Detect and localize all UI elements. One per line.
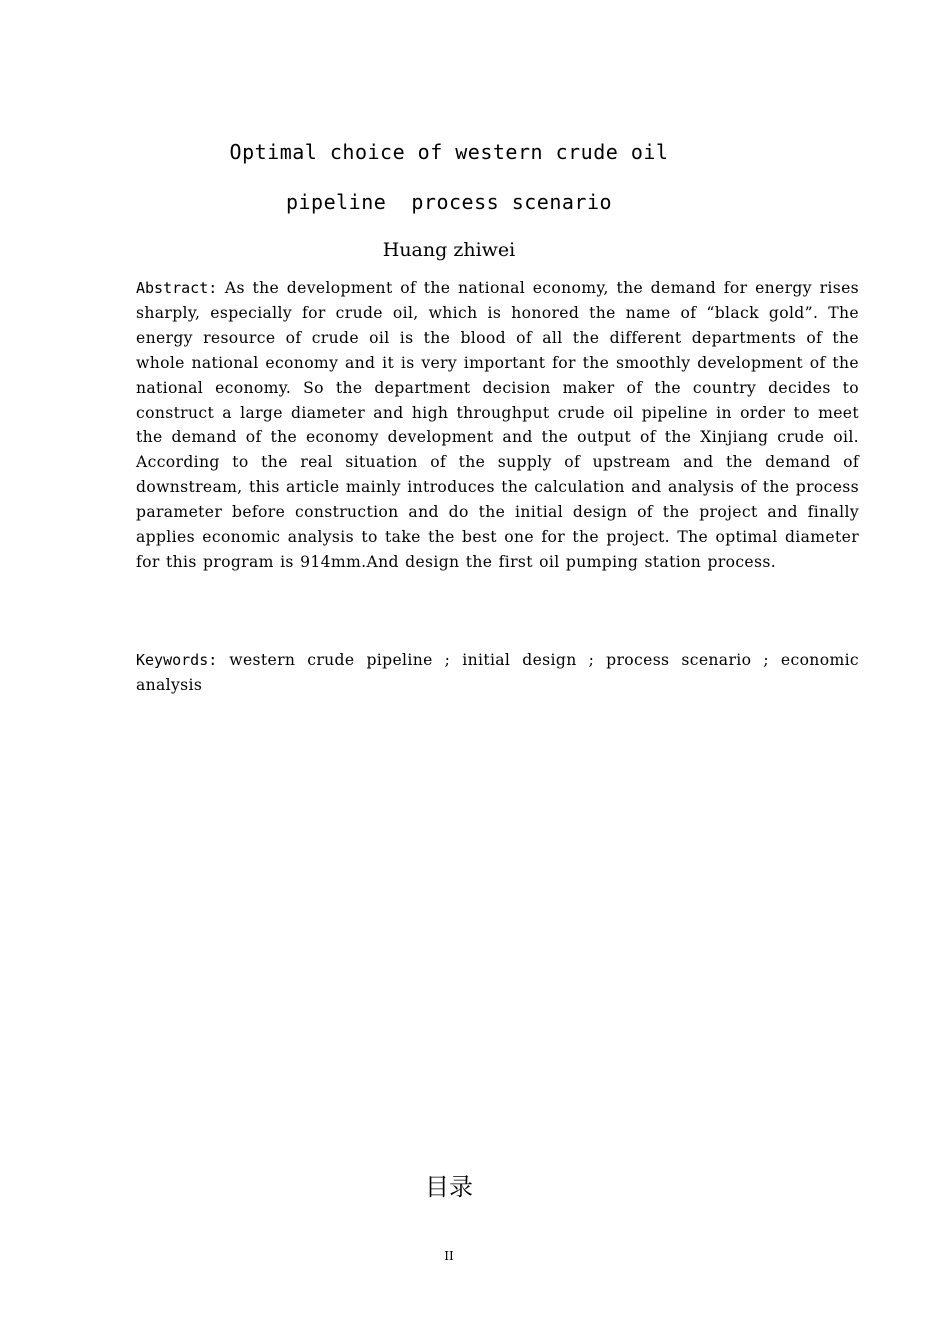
abstract-text: As the development of the national economy, the demand for energy rises sharply, especially for crude oil, which is honored the name of “black gold”. The energy resource of crude oil is the blood of all the different departments of the whole national economy and it is very important for the smoothly development of the national economy. So the department decision maker of the country decides to construct a large diameter and high throughput crude oil pipeline in order to meet the demand of the economy development and the output of the Xinjiang crude oil. According to the real situation of the supply of upstream and the demand of downstream, this article mainly introduces the calculation and analysis of the process parameter before construction and do the initial design of the project and finally applies economic analysis to take the best one for the project. The optimal diameter for this program is 914mm.And design the first oil pumping station process. bbox=[136, 279, 859, 571]
page-number: II bbox=[444, 1249, 454, 1263]
abstract-paragraph bbox=[136, 276, 859, 575]
keywords-paragraph bbox=[136, 648, 859, 698]
toc-heading: 目录 bbox=[425, 1173, 473, 1201]
title-line-1: Optimal choice of western crude oil bbox=[229, 140, 669, 164]
title-line-2: pipeline process scenario bbox=[285, 190, 613, 214]
keywords-text: western crude pipeline ; initial design ; process scenario ; economic analysis bbox=[136, 651, 859, 694]
keywords-label: Keywords: bbox=[136, 651, 218, 669]
abstract-label: Abstract: bbox=[136, 279, 218, 297]
author-name: Huang zhiwei bbox=[382, 239, 516, 261]
